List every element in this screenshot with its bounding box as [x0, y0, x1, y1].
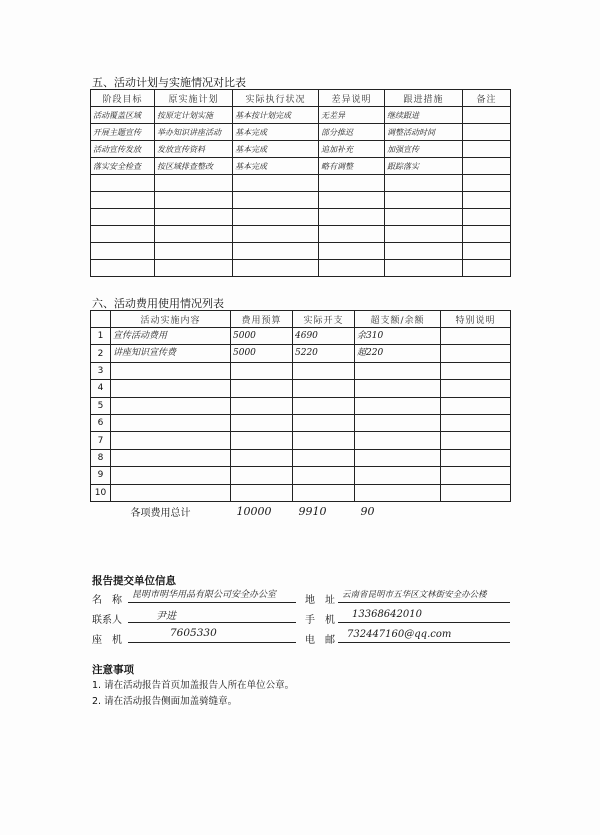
plan-cell: 开展主题宣传: [91, 124, 155, 141]
plan-cell: [463, 124, 511, 141]
plan-cell: [385, 260, 463, 277]
plan-cell: 基本完成: [233, 141, 319, 158]
expense-diff: [355, 414, 441, 431]
total-diff: 90: [355, 501, 441, 521]
plan-cell: [155, 260, 233, 277]
plan-cell: [319, 226, 385, 243]
col-original-plan: 原实施计划: [155, 90, 233, 107]
plan-cell: 部分推迟: [319, 124, 385, 141]
row-number: 3: [91, 362, 111, 379]
total-note: [441, 501, 511, 521]
plan-table-row: [91, 158, 511, 175]
expense-diff: [355, 380, 441, 397]
row-number: 7: [91, 432, 111, 449]
plan-cell: [155, 243, 233, 260]
plan-table-row: [91, 260, 511, 277]
plan-cell: [233, 209, 319, 226]
plan-cell: 按原定计划实施: [155, 107, 233, 124]
expense-actual: 4690: [293, 328, 355, 345]
notes-block: [92, 662, 294, 710]
expense-content: 讲座知识宣传费: [111, 345, 231, 362]
plan-cell: 基本完成: [233, 124, 319, 141]
name-value: 昆明市明华用品有限公司安全办公室: [132, 590, 277, 600]
row-number: 8: [91, 449, 111, 466]
expense-budget: [231, 467, 293, 484]
plan-table-row: [91, 226, 511, 243]
plan-cell: [463, 243, 511, 260]
plan-cell: [155, 192, 233, 209]
plan-cell: [155, 209, 233, 226]
expense-table-row: [91, 432, 511, 449]
expense-table-row: [91, 414, 511, 431]
col-stage-goal: 阶段目标: [91, 90, 155, 107]
expense-diff: [355, 362, 441, 379]
expense-actual: [293, 467, 355, 484]
plan-cell: 继续跟进: [385, 107, 463, 124]
expense-diff: 超220: [355, 345, 441, 362]
expense-note: [441, 449, 511, 466]
plan-cell: 基本完成: [233, 158, 319, 175]
expense-table-row: [91, 484, 511, 501]
plan-cell: [319, 260, 385, 277]
plan-cell: [463, 192, 511, 209]
name-underline: [128, 602, 296, 603]
expense-diff: [355, 432, 441, 449]
phone-value: 7605330: [170, 627, 217, 639]
col-special-note: 特别说明: [441, 311, 511, 328]
expense-table: [90, 310, 511, 521]
plan-cell: 略有调整: [319, 158, 385, 175]
mobile-value: 13368642010: [352, 609, 422, 620]
col-difference: 差异说明: [319, 90, 385, 107]
row-number: 1: [91, 328, 111, 345]
plan-cell: 按区域排查整改: [155, 158, 233, 175]
address-label: 地 址: [305, 595, 335, 606]
phone-underline: [128, 642, 296, 643]
plan-cell: [385, 243, 463, 260]
mobile-label: 手 机: [305, 615, 335, 626]
expense-actual: [293, 449, 355, 466]
row-number: 9: [91, 467, 111, 484]
plan-cell: [463, 209, 511, 226]
expense-content: [111, 362, 231, 379]
plan-cell: [233, 260, 319, 277]
plan-cell: [91, 209, 155, 226]
expense-note: [441, 362, 511, 379]
expense-budget: [231, 397, 293, 414]
plan-table-row: [91, 175, 511, 192]
expense-note: [441, 328, 511, 345]
col-content: 活动实施内容: [111, 311, 231, 328]
expense-actual: [293, 414, 355, 431]
plan-cell: 调整活动时间: [385, 124, 463, 141]
col-number: [91, 311, 111, 328]
expense-budget: [231, 414, 293, 431]
plan-cell: [91, 192, 155, 209]
expense-diff: 余310: [355, 328, 441, 345]
expense-note: [441, 345, 511, 362]
expense-actual: [293, 380, 355, 397]
plan-table-header: [91, 90, 511, 107]
plan-cell: [385, 192, 463, 209]
plan-cell: 举办知识讲座活动: [155, 124, 233, 141]
plan-cell: 追加补充: [319, 141, 385, 158]
row-number: 6: [91, 414, 111, 431]
plan-cell: [233, 192, 319, 209]
expense-budget: [231, 362, 293, 379]
plan-cell: [233, 175, 319, 192]
plan-cell: [91, 226, 155, 243]
plan-cell: [463, 260, 511, 277]
plan-cell: [385, 175, 463, 192]
expense-budget: 5000: [231, 328, 293, 345]
row-number: 5: [91, 397, 111, 414]
plan-comparison-table: [90, 89, 511, 277]
expense-note: [441, 380, 511, 397]
note-item-2: 2. 请在活动报告侧面加盖骑缝章。: [92, 696, 238, 707]
plan-cell: [233, 226, 319, 243]
col-follow-up: 跟进措施: [385, 90, 463, 107]
plan-cell: [155, 226, 233, 243]
row-number: 4: [91, 380, 111, 397]
expense-budget: [231, 380, 293, 397]
plan-table-row: [91, 124, 511, 141]
plan-cell: 跟踪落实: [385, 158, 463, 175]
total-label: 各项费用总计: [91, 501, 231, 521]
expense-total-row: [91, 501, 511, 521]
expense-diff: [355, 467, 441, 484]
plan-table-row: [91, 243, 511, 260]
row-number: 10: [91, 484, 111, 501]
col-over-balance: 超支额/余额: [355, 311, 441, 328]
expense-budget: 5000: [231, 345, 293, 362]
plan-cell: [463, 158, 511, 175]
email-label: 电 邮: [305, 635, 335, 646]
phone-label: 座 机: [92, 635, 122, 646]
report-info-title: 报告提交单位信息: [92, 575, 176, 587]
expense-actual: [293, 362, 355, 379]
expense-content: [111, 432, 231, 449]
expense-diff: [355, 449, 441, 466]
plan-cell: [91, 260, 155, 277]
plan-cell: [91, 243, 155, 260]
section6-title: 六、活动费用使用情况列表: [92, 297, 224, 310]
col-actual-status: 实际执行状况: [233, 90, 319, 107]
plan-table-row: [91, 209, 511, 226]
expense-table-row: [91, 467, 511, 484]
plan-table-row: [91, 141, 511, 158]
expense-actual: 5220: [293, 345, 355, 362]
plan-cell: [385, 226, 463, 243]
email-underline: [338, 642, 510, 643]
total-actual: 9910: [293, 501, 355, 521]
expense-content: [111, 397, 231, 414]
notes-title: 注意事项: [92, 664, 134, 676]
plan-cell: [463, 226, 511, 243]
section5-title: 五、活动计划与实施情况对比表: [92, 76, 246, 89]
expense-content: 宣传活动费用: [111, 328, 231, 345]
plan-cell: [385, 209, 463, 226]
expense-note: [441, 397, 511, 414]
plan-cell: [233, 243, 319, 260]
expense-note: [441, 467, 511, 484]
mobile-underline: [338, 622, 510, 623]
plan-cell: [319, 192, 385, 209]
col-actual: 实际开支: [293, 311, 355, 328]
plan-cell: [91, 175, 155, 192]
expense-table-row: [91, 345, 511, 362]
expense-note: [441, 432, 511, 449]
contact-underline: [128, 622, 296, 623]
expense-budget: [231, 484, 293, 501]
expense-content: [111, 484, 231, 501]
expense-table-row: [91, 328, 511, 345]
plan-cell: [463, 141, 511, 158]
plan-cell: [463, 175, 511, 192]
plan-table-row: [91, 192, 511, 209]
col-remark: 备注: [463, 90, 511, 107]
row-number: 2: [91, 345, 111, 362]
plan-cell: 加强宣传: [385, 141, 463, 158]
plan-cell: 无差异: [319, 107, 385, 124]
email-value: 732447160@qq.com: [347, 629, 452, 640]
expense-content: [111, 449, 231, 466]
col-budget: 费用预算: [231, 311, 293, 328]
name-label: 名 称: [92, 595, 122, 606]
expense-budget: [231, 449, 293, 466]
expense-note: [441, 484, 511, 501]
address-underline: [338, 602, 510, 603]
expense-table-row: [91, 362, 511, 379]
expense-diff: [355, 484, 441, 501]
expense-table-row: [91, 449, 511, 466]
expense-diff: [355, 397, 441, 414]
expense-note: [441, 414, 511, 431]
plan-cell: 基本按计划完成: [233, 107, 319, 124]
total-budget: 10000: [231, 501, 293, 521]
expense-table-row: [91, 380, 511, 397]
expense-content: [111, 467, 231, 484]
plan-cell: [463, 107, 511, 124]
expense-actual: [293, 397, 355, 414]
expense-actual: [293, 432, 355, 449]
plan-cell: [319, 209, 385, 226]
contact-value: 尹进: [156, 611, 176, 622]
plan-cell: 落实安全检查: [91, 158, 155, 175]
expense-content: [111, 414, 231, 431]
plan-cell: 活动宣传发放: [91, 141, 155, 158]
plan-cell: 发放宣传资料: [155, 141, 233, 158]
plan-cell: [319, 243, 385, 260]
contact-label: 联系人: [92, 615, 122, 626]
expense-actual: [293, 484, 355, 501]
note-item-1: 1. 请在活动报告首页加盖报告人所在单位公章。: [92, 680, 295, 691]
expense-table-header: [91, 311, 511, 328]
plan-cell: [319, 175, 385, 192]
plan-table-row: [91, 107, 511, 124]
expense-budget: [231, 432, 293, 449]
plan-cell: [155, 175, 233, 192]
expense-table-row: [91, 397, 511, 414]
expense-content: [111, 380, 231, 397]
plan-cell: 活动覆盖区域: [91, 107, 155, 124]
address-value: 云南省昆明市五华区文林街安全办公楼: [342, 590, 487, 600]
